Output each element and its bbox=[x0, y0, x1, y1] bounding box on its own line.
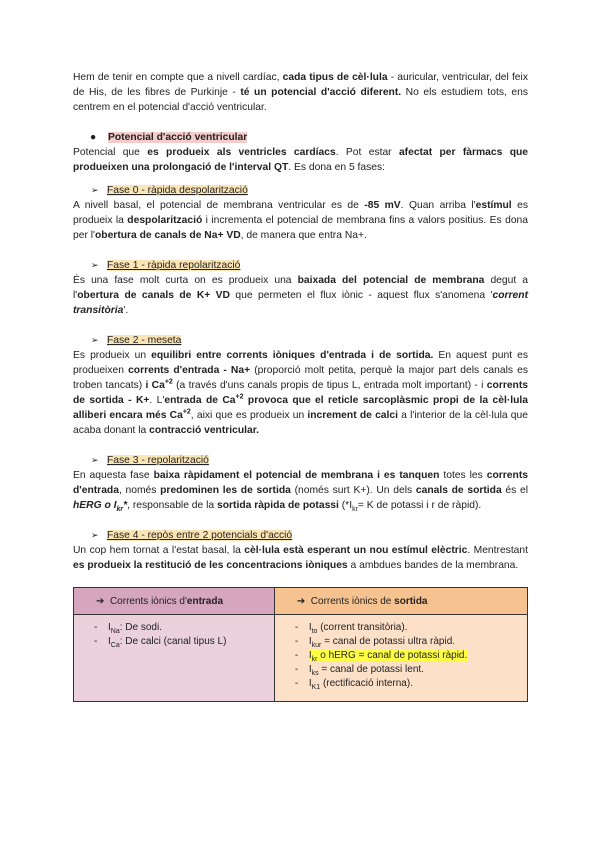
phase1-paragraph: És una fase molt curta on es produeix una baixada del potencial de membrana degut a l'obertura de canals de K+ VD que permeten el flux iònic - aquest flux s'anomena 'corrent transitòria'. bbox=[73, 275, 528, 316]
list-item: - $I_{Na}$: De sodi. bbox=[94, 622, 162, 635]
phase3-heading: ➢ Fase 3 - repolarització bbox=[91, 455, 209, 466]
phase1-heading: ➢ Fase 1 - ràpida repolarització bbox=[91, 260, 241, 271]
arrow-icon: ➢ bbox=[91, 455, 99, 465]
intro-paragraph: Hem de tenir en compte que a nivell cardíac, cada tipus de cèl·lula - auricular, ventricular, del feix de His, de les fibres de Purkinje - té un potencial d'acció diferent. No els estudiem tots, ens centrem en el potencial d'acció ventricular. bbox=[73, 72, 528, 113]
arrow-right-icon: ➔ bbox=[296, 595, 306, 607]
document-page bbox=[73, 70, 528, 702]
list-item: - $I_{kur}$ = canal de potassi ultra ràpid. bbox=[294, 636, 456, 649]
phase3-paragraph: En aquesta fase baixa ràpidament el potencial de membrana i es tanquen totes les corrents d'entrada, només predominen les de sortida (només surt K+). Un dels canals de sortida és el hERG o $I_{kr}*$, responsable de la sortida ràpida de potassi ($*I_{kr}= K$ de potassi i r de ràpid). bbox=[73, 470, 528, 514]
arrow-icon: ➢ bbox=[91, 185, 99, 195]
ionic-currents-table bbox=[73, 587, 528, 702]
bullet-icon: ● bbox=[90, 132, 97, 143]
arrow-icon: ➢ bbox=[91, 260, 99, 270]
phase0-heading: ➢ Fase 0 - ràpida despolarització bbox=[91, 185, 248, 196]
entrada-list bbox=[74, 615, 275, 702]
table-header-entrada: ➔ Corrents iònics d'entrada bbox=[74, 588, 275, 615]
section-heading: ● Potencial d'acció ventricular bbox=[90, 132, 248, 143]
list-item: - $I_{to}$ (corrent transitòria). bbox=[294, 622, 408, 635]
phase4-heading: ➢ Fase 4 - repòs entre 2 potencials d'acció bbox=[91, 530, 293, 541]
arrow-right-icon: ➔ bbox=[96, 595, 105, 607]
section-paragraph: Potencial que es produeix als ventricles cardíacs. Pot estar afectat per fàrmacs que produeixen una prolongació de l'interval QT. Es dona en 5 fases: bbox=[73, 147, 528, 173]
arrow-icon: ➢ bbox=[91, 530, 99, 540]
list-item-highlighted: - $I_{kr}$ o hERG = canal de potassi ràpid. bbox=[294, 650, 468, 663]
phase2-heading: ➢ Fase 2 - meseta bbox=[91, 335, 182, 346]
list-item: - $I_{Ca}$: De calci (canal tipus L) bbox=[94, 636, 227, 649]
list-item: - $I_{K1}$ (rectificació interna). bbox=[294, 678, 413, 691]
phase4-paragraph: Un cop hem tornat a l'estat basal, la cèl·lula està esperant un nou estímul elèctric. Mentrestant es produeix la restitució de les concentracions iòniques a ambdues bandes de la membrana. bbox=[73, 545, 528, 571]
list-item: - $I_{ks}$ = canal de potassi lent. bbox=[294, 664, 424, 677]
phase2-paragraph: Es produeix un equilibri entre corrents iòniques d'entrada i de sortida. En aquest punt es produeixen corrents d'entrada - Na+ (proporció molt petita, perquè la major part dels canals es troben tancats) i $Ca^{+2}$ (a través d'uns canals propis de tipus L, entrada molt important) - i corrents de sortida - K+. L'entrada de $Ca^{+2}$ provoca que el reticle sarcoplàsmic propi de la cèl·lula alliberi encara més $Ca^{+2}$, aixi que es produeix un increment de calci a l'interior de la cèl·lula que acaba donant la contracció ventricular. bbox=[73, 350, 529, 436]
table-header-sortida: ➔ Corrents iònics de sortida bbox=[274, 588, 527, 615]
sortida-list bbox=[274, 615, 527, 702]
phase0-paragraph: A nivell basal, el potencial de membrana ventricular es de -85 mV. Quan arriba l'estímul es produeix la despolarització i incrementa el potencial de membrana fins a valors positius. Es dona per l'obertura de canals de Na+ VD, de manera que entra Na+. bbox=[73, 200, 528, 241]
arrow-icon: ➢ bbox=[91, 335, 99, 345]
